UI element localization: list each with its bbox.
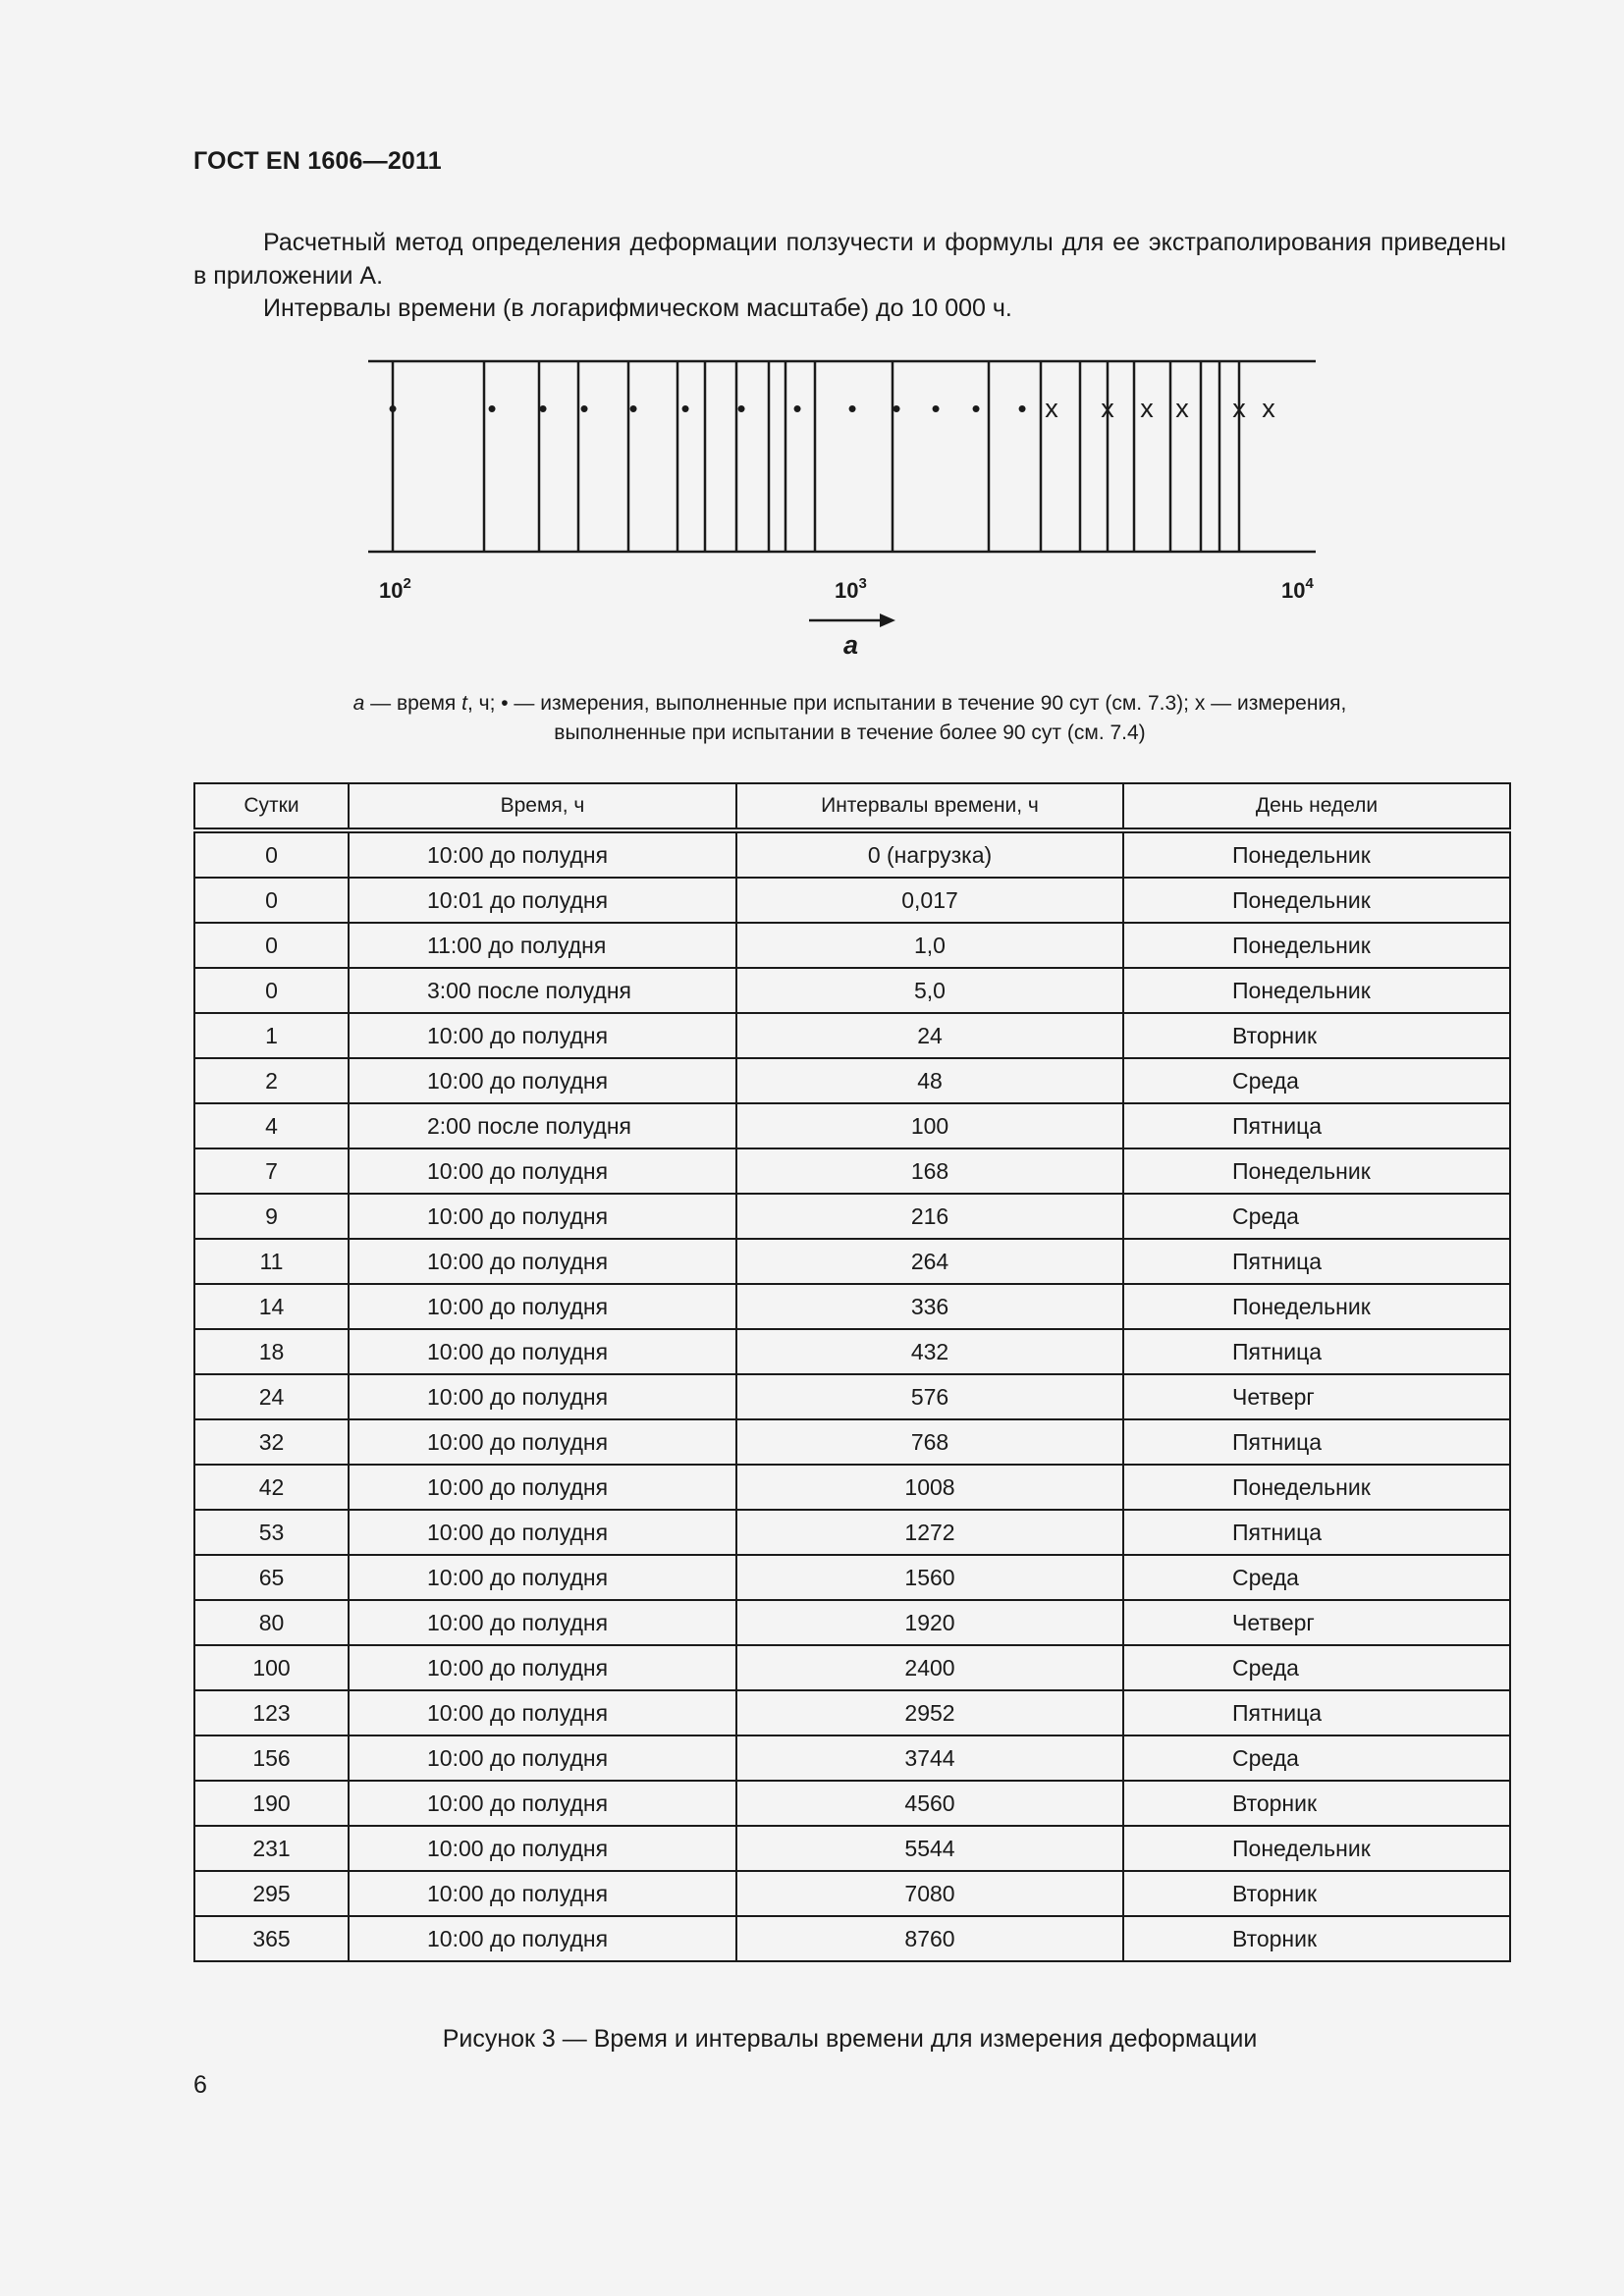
cell-time: 10:00 до полудня: [349, 1871, 736, 1916]
cell-time: 10:00 до полудня: [349, 1284, 736, 1329]
cell-days: 32: [194, 1419, 349, 1465]
cell-weekday: Пятница: [1123, 1690, 1510, 1735]
cell-weekday: Вторник: [1123, 1013, 1510, 1058]
cell-interval: 24: [736, 1013, 1123, 1058]
table-row: [194, 1510, 1510, 1555]
table-row: [194, 968, 1510, 1013]
cell-days: 4: [194, 1103, 349, 1148]
cell-days: 53: [194, 1510, 349, 1555]
figure-title: Рисунок 3 — Время и интервалы времени для измерения деформации: [442, 2025, 1258, 2053]
table-row: [194, 1735, 1510, 1781]
cell-weekday: Понедельник: [1123, 1465, 1510, 1510]
cell-interval: 100: [736, 1103, 1123, 1148]
cell-interval: 1,0: [736, 923, 1123, 968]
cell-time: 10:00 до полудня: [349, 1374, 736, 1419]
page-number: 6: [193, 2071, 207, 2099]
marker-dot: •: [847, 394, 857, 423]
cell-days: 295: [194, 1871, 349, 1916]
cell-time: 10:00 до полудня: [349, 1510, 736, 1555]
cell-time: 10:00 до полудня: [349, 1058, 736, 1103]
cell-days: 80: [194, 1600, 349, 1645]
column-header-intervals: Интервалы времени, ч: [736, 783, 1123, 830]
cell-interval: 264: [736, 1239, 1123, 1284]
cell-days: 231: [194, 1826, 349, 1871]
cell-interval: 8760: [736, 1916, 1123, 1961]
cell-weekday: Пятница: [1123, 1103, 1510, 1148]
marker-dot: •: [487, 394, 497, 423]
cell-days: 100: [194, 1645, 349, 1690]
cell-weekday: Среда: [1123, 1058, 1510, 1103]
table-row: [194, 1194, 1510, 1239]
table-row: [194, 1284, 1510, 1329]
cell-days: 2: [194, 1058, 349, 1103]
cell-interval: 1272: [736, 1510, 1123, 1555]
marker-dot: •: [971, 394, 981, 423]
table-row: [194, 1871, 1510, 1916]
cell-weekday: Понедельник: [1123, 830, 1510, 878]
marker-dot: •: [388, 394, 398, 423]
cell-weekday: Понедельник: [1123, 1826, 1510, 1871]
cell-days: 65: [194, 1555, 349, 1600]
cell-weekday: Четверг: [1123, 1600, 1510, 1645]
cell-days: 11: [194, 1239, 349, 1284]
cell-days: 123: [194, 1690, 349, 1735]
cell-days: 18: [194, 1329, 349, 1374]
cell-time: 10:00 до полудня: [349, 1690, 736, 1735]
table-row: [194, 1690, 1510, 1735]
cell-days: 0: [194, 830, 349, 878]
table-row: [194, 830, 1510, 878]
cell-time: 10:00 до полудня: [349, 1329, 736, 1374]
marker-dot: •: [538, 394, 548, 423]
cell-time: 10:00 до полудня: [349, 1916, 736, 1961]
cell-days: 7: [194, 1148, 349, 1194]
marker-dot: •: [892, 394, 901, 423]
marker-x: x: [1262, 394, 1275, 423]
cell-time: 10:00 до полудня: [349, 830, 736, 878]
table-row: [194, 1916, 1510, 1961]
marker-dot: •: [680, 394, 690, 423]
axis-label-10-3: $10^3$: [835, 575, 867, 603]
cell-interval: 2952: [736, 1690, 1123, 1735]
table-row: [194, 1600, 1510, 1645]
axis-label-10-2: $10^2$: [379, 575, 411, 603]
cell-time: 3:00 после полудня: [349, 968, 736, 1013]
cell-time: 10:00 до полудня: [349, 1194, 736, 1239]
cell-interval: 168: [736, 1148, 1123, 1194]
cell-weekday: Пятница: [1123, 1510, 1510, 1555]
cell-weekday: Среда: [1123, 1645, 1510, 1690]
column-header-days: Сутки: [194, 783, 349, 830]
document-header: ГОСТ EN 1606—2011: [193, 147, 442, 175]
cell-weekday: Понедельник: [1123, 878, 1510, 923]
time-arrow: [809, 614, 895, 627]
figure-legend-line-1: a — время t, ч; • — измерения, выполненные при испытании в течение 90 сут (см. 7.3); х — измерения,: [352, 692, 1347, 715]
paragraph-creep-method: Расчетный метод определения деформации ползучести и формулы для ее экстраполирования приведены в приложении А.: [193, 229, 1506, 290]
cell-time: 10:00 до полудня: [349, 1826, 736, 1871]
cell-days: 1: [194, 1013, 349, 1058]
table-row: [194, 1826, 1510, 1871]
cell-time: 10:00 до полудня: [349, 1148, 736, 1194]
cell-time: 2:00 после полудня: [349, 1103, 736, 1148]
cell-weekday: Четверг: [1123, 1374, 1510, 1419]
cell-weekday: Вторник: [1123, 1916, 1510, 1961]
cell-interval: 4560: [736, 1781, 1123, 1826]
cell-weekday: Понедельник: [1123, 1284, 1510, 1329]
cell-time: 11:00 до полудня: [349, 923, 736, 968]
cell-weekday: Понедельник: [1123, 1148, 1510, 1194]
table-row: [194, 1058, 1510, 1103]
cell-time: 10:00 до полудня: [349, 1239, 736, 1284]
cell-time: 10:00 до полудня: [349, 1419, 736, 1465]
arrow-label: a: [843, 630, 859, 660]
cell-time: 10:00 до полудня: [349, 1013, 736, 1058]
paragraph-time-intervals: Интервалы времени (в логарифмическом масштабе) до 10 000 ч.: [263, 294, 1012, 322]
cell-interval: 1920: [736, 1600, 1123, 1645]
cell-days: 24: [194, 1374, 349, 1419]
cell-weekday: Пятница: [1123, 1239, 1510, 1284]
log-time-scale-figure: [334, 344, 1316, 667]
table-row: [194, 1555, 1510, 1600]
marker-dot: •: [579, 394, 589, 423]
cell-days: 190: [194, 1781, 349, 1826]
column-header-time: Время, ч: [349, 783, 736, 830]
table-row: [194, 923, 1510, 968]
cell-weekday: Среда: [1123, 1735, 1510, 1781]
table-row: [194, 1329, 1510, 1374]
cell-time: 10:00 до полудня: [349, 1781, 736, 1826]
cell-interval: 216: [736, 1194, 1123, 1239]
marker-dot: •: [1017, 394, 1027, 423]
marker-dot: •: [736, 394, 746, 423]
cell-days: 9: [194, 1194, 349, 1239]
cell-days: 0: [194, 878, 349, 923]
table-row: [194, 1465, 1510, 1510]
cell-interval: 0,017: [736, 878, 1123, 923]
cell-time: 10:00 до полудня: [349, 1645, 736, 1690]
marker-x: x: [1232, 394, 1246, 423]
cell-time: 10:00 до полудня: [349, 1555, 736, 1600]
table-row: [194, 1103, 1510, 1148]
figure-legend-line-2: выполненные при испытании в течение более 90 сут (см. 7.4): [554, 721, 1146, 744]
cell-interval: 48: [736, 1058, 1123, 1103]
cell-interval: 7080: [736, 1871, 1123, 1916]
cell-weekday: Понедельник: [1123, 923, 1510, 968]
table-row: [194, 1645, 1510, 1690]
cell-weekday: Понедельник: [1123, 968, 1510, 1013]
cell-days: 0: [194, 968, 349, 1013]
cell-interval: 1008: [736, 1465, 1123, 1510]
cell-interval: 3744: [736, 1735, 1123, 1781]
cell-days: 365: [194, 1916, 349, 1961]
marker-x: x: [1140, 394, 1154, 423]
cell-weekday: Среда: [1123, 1555, 1510, 1600]
marker-x: x: [1175, 394, 1189, 423]
marker-dot: •: [628, 394, 638, 423]
marker-dot: •: [931, 394, 941, 423]
marker-x: x: [1101, 394, 1114, 423]
cell-weekday: Среда: [1123, 1194, 1510, 1239]
cell-days: 0: [194, 923, 349, 968]
table-row: [194, 878, 1510, 923]
cell-time: 10:01 до полудня: [349, 878, 736, 923]
table-row: [194, 1239, 1510, 1284]
marker-x: x: [1045, 394, 1058, 423]
cell-interval: 0 (нагрузка): [736, 830, 1123, 878]
cell-interval: 768: [736, 1419, 1123, 1465]
cell-weekday: Пятница: [1123, 1329, 1510, 1374]
cell-interval: 1560: [736, 1555, 1123, 1600]
cell-days: 156: [194, 1735, 349, 1781]
marker-dot: •: [792, 394, 802, 423]
cell-interval: 5,0: [736, 968, 1123, 1013]
cell-time: 10:00 до полудня: [349, 1465, 736, 1510]
table-header-row: [194, 783, 1510, 830]
table-row: [194, 1374, 1510, 1419]
axis-label-10-4: $10^4$: [1281, 575, 1314, 603]
cell-interval: 432: [736, 1329, 1123, 1374]
cell-weekday: Вторник: [1123, 1871, 1510, 1916]
cell-interval: 2400: [736, 1645, 1123, 1690]
cell-interval: 5544: [736, 1826, 1123, 1871]
table-row: [194, 1781, 1510, 1826]
column-header-weekday: День недели: [1123, 783, 1510, 830]
cell-days: 42: [194, 1465, 349, 1510]
cell-weekday: Вторник: [1123, 1781, 1510, 1826]
cell-interval: 336: [736, 1284, 1123, 1329]
cell-days: 14: [194, 1284, 349, 1329]
measurement-schedule-table: [193, 782, 1511, 1962]
cell-weekday: Пятница: [1123, 1419, 1510, 1465]
cell-interval: 576: [736, 1374, 1123, 1419]
cell-time: 10:00 до полудня: [349, 1600, 736, 1645]
table-row: [194, 1419, 1510, 1465]
table-row: [194, 1013, 1510, 1058]
table-row: [194, 1148, 1510, 1194]
figure-legend: [193, 689, 1506, 748]
cell-time: 10:00 до полудня: [349, 1735, 736, 1781]
